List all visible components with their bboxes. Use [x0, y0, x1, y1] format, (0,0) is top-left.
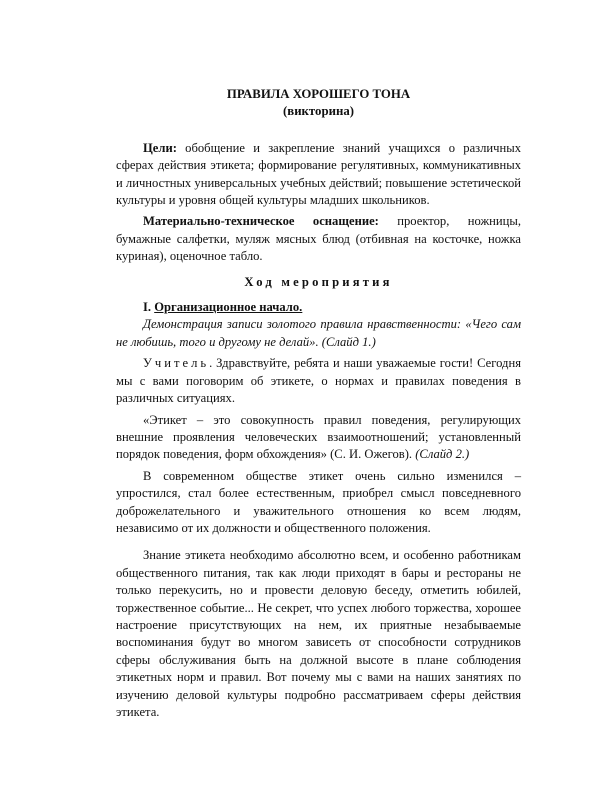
- teacher-text: . Здравствуйте, ребята и наши уважаемые гости! Сегодня мы с вами поговорим об этикете, о нормах и правилах поведения в различных ситуациях.: [116, 356, 521, 406]
- knowledge-paragraph: Знание этикета необходимо абсолютно всем, и особенно работникам общественного питания, так как люди приходят в бары и рестораны не только перекусить, но и провести деловую беседу, отметить юбилей, торжественное событие... Не секрет, что успех любого торжества, хорошее настроение присутствующих на нем, их приятные незабываемые воспоминания будут во многом зависеть от способности сотрудников сферы обслуживания быть на должной высоте в плане соблюдения этикетных норм и правил. Вот почему мы с вами на наших занятиях по изучению деловой культуры подробно рассматриваем сферы действия этикета.: [116, 548, 521, 719]
- section-heading: Ход мероприятия: [244, 274, 393, 289]
- teacher-paragraph: [116, 355, 521, 407]
- goals-text: обобщение и закрепление знаний учащихся о различных сферах действия этикета; формирование регулятивных, коммуникативных и личностных универсальных учебных действий; повышение эстетической культуры и уровня общей культуры младших школьников.: [116, 140, 521, 208]
- page-title: ПРАВИЛА ХОРОШЕГО ТОНА: [226, 87, 411, 101]
- org-number: I.: [143, 300, 155, 315]
- equipment-text: проектор, ножницы, бумажные салфетки, муляж мясных блюд (отбивная на косточке, ножка куриная), оценочное табло.: [116, 214, 521, 264]
- equipment-label: Материально-техническое оснащение:: [143, 214, 379, 229]
- goals-paragraph: [116, 140, 521, 210]
- document-page: [116, 86, 521, 721]
- definition-text: «Этикет – это совокупность правил поведения, регулирующих внешние проявления человеческих взаимоотношений; установленный порядок поведения, форм обхождения» (С. И. Ожегов).: [116, 412, 521, 462]
- definition-slide: (Слайд 2.): [415, 447, 470, 462]
- goals-label: Цели:: [143, 140, 177, 155]
- modern-paragraph: В современном обществе этикет очень сильно изменился – упростился, стал более естественным, приобрел смысл повседневного доброжелательного и уважительного отношения ко всем людям, независимо от их должности и общественного положения.: [116, 468, 521, 535]
- org-label: Организационное начало.: [154, 300, 303, 315]
- definition-paragraph: [116, 412, 521, 464]
- org-heading: [116, 299, 521, 316]
- equipment-paragraph: [116, 213, 521, 265]
- demo-paragraph: Демонстрация записи золотого правила нравственности: «Чего сам не любишь, того и другому не делай». (Слайд 1.): [116, 317, 521, 349]
- page-subtitle: (викторина): [283, 104, 354, 119]
- teacher-label: Учитель: [143, 356, 210, 371]
